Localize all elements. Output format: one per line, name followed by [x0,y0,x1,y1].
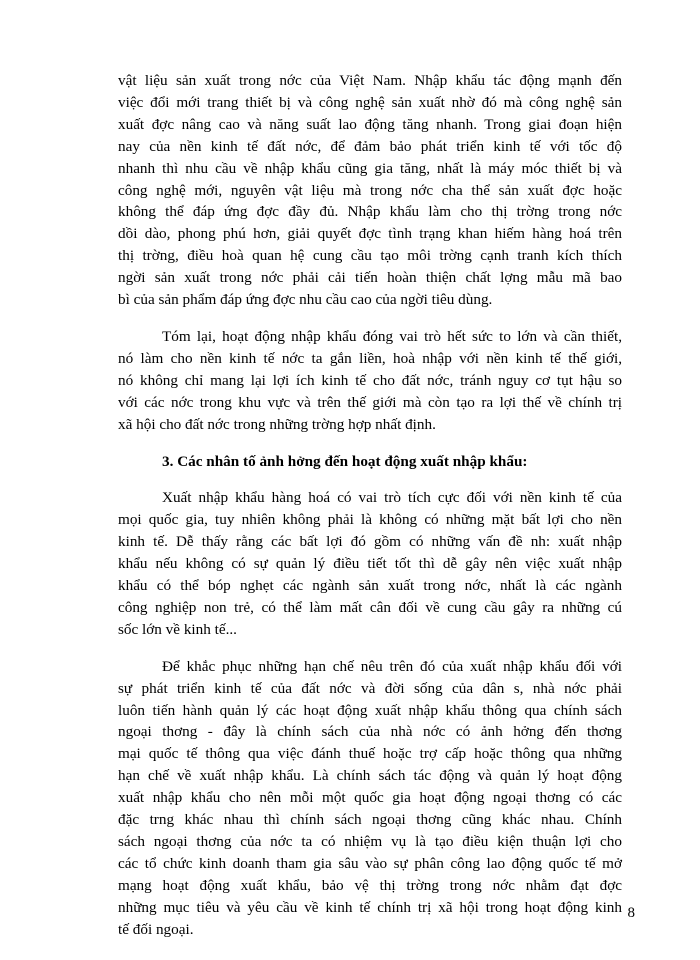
paragraph-1 [118,70,622,311]
paragraph-gap [118,436,622,451]
text-line: mại quốc tế thông qua việc đánh thuế hoặc trợ cấp hoặc thông qua những [118,745,622,763]
text-line: với các nớc trong khu vực và trên thế giới mà còn tạo ra lợi thế về chính trị [118,393,622,411]
text-line: công nghiệp non trẻ, có thể làm mất cân đối về cung cầu gây ra những cú [118,598,622,616]
text-line: khẩu có thể bóp nghẹt các ngành sản xuất trong nớc, nhất là các ngành [118,577,622,595]
page-number: 8 [627,905,635,921]
text-line: nay của nền kinh tế đất nớc, để đảm bảo phát triển kinh tế với tốc độ [118,137,622,155]
text-line: nó làm cho nền kinh tế nớc ta gắn liền, hoà nhập với nền kinh tế thế giới, [118,349,622,367]
text-line: hạn chế về xuất nhập khẩu. Là chính sách tác động và quản lý hoạt động [118,767,622,785]
text-line: ngời sản xuất trong nớc phải cải tiến hoàn thiện chất lợng mẫu mã bao [118,269,622,287]
text-line: Tóm lại, hoạt động nhập khẩu đóng vai trò hết sức to lớn và cần thiết, [162,327,622,345]
text-line: mạng hoạt động xuất khẩu, bảo vệ thị trờng trong nớc nhằm đạt đợc [118,876,622,894]
text-line: đặc trng khác nhau thì chính sách ngoại thơng cũng khác nhau. Chính [118,811,622,829]
text-line: nhanh thì nhu cầu về nhập khẩu cũng gia tăng, nhất là máy móc thiết bị và [118,159,622,177]
paragraph-gap [118,472,622,487]
text-line: luôn tiến hành quản lý các hoạt động xuất nhập khẩu thông qua chính sách [118,701,622,719]
text-line: không thể đáp ứng đợc đầy đủ. Nhập khẩu làm cho thị trờng trong nớc [118,203,622,221]
text-line: khẩu nếu không có sự quản lý điều tiết tốt thì dễ gây nên việc xuất nhập [118,555,622,573]
text-line: Xuất nhập khẩu hàng hoá có vai trò tích cực đối với nền kinh tế của [162,489,622,507]
text-line: những mục tiêu và yêu cầu về kinh tế chính trị xã hội trong hoạt động kinh [118,898,622,916]
text-line: tế đối ngoại. [118,920,194,938]
paragraph-3 [118,487,622,640]
document-page [118,70,622,941]
paragraph-gap [118,311,622,326]
text-line: sách ngoại thơng của nớc ta có nhiệm vụ là tạo điều kiện thuận lợi cho [118,833,622,850]
text-line: công nghệ mới, nguyên vật liệu mà trong nớc cha thể sản xuất đợc hoặc [118,181,622,199]
paragraph-2 [118,326,622,436]
text-line: sự phát triển kinh tế của đất nớc và đời sống của dân s, nhà nớc phải [118,679,622,697]
text-line: thị trờng, điều hoà quan hệ cung cầu tạo môi trờng cạnh tranh kích thích [118,247,622,265]
paragraph-gap [118,641,622,656]
text-line: mọi quốc gia, tuy nhiên không phải là không có những mặt bất lợi cho nền [118,511,622,529]
text-line: việc đổi mới trang thiết bị và công nghệ sản xuất nhờ đó mà công nghệ sản [118,93,622,111]
text-line: xuất đợc nâng cao và năng suất lao động tăng nhanh. Trong giai đoạn hiện [118,115,622,133]
section-heading: 3. Các nhân tố ảnh hởng đến hoạt động xuất nhập khẩu: [162,452,528,470]
text-line: sốc lớn về kinh tế... [118,620,237,638]
text-line: bì của sản phẩm đáp ứng đợc nhu cầu cao của ngời tiêu dùng. [118,291,493,309]
text-line: kinh tế. Dễ thấy rằng các bất lợi đó gồm có những vấn đề nh: xuất nhập [118,533,622,551]
text-line: ngoại thơng - đây là chính sách của nhà nớc có ảnh hởng đến thơng [118,723,622,741]
paragraph-4 [118,656,622,941]
text-line: các tổ chức kinh doanh tham gia sâu vào sự phân công lao động quốc tế mở [118,854,622,872]
text-line: xã hội cho đất nớc trong những trờng hợp nhất định. [118,415,436,433]
text-line: xuất nhập khẩu cho nên mỗi một quốc gia hoạt động ngoại thơng có các [118,789,622,807]
text-line: vật liệu sản xuất trong nớc của Việt Nam. Nhập khẩu tác động mạnh đến [118,72,622,89]
text-line: Để khắc phục những hạn chế nêu trên đó của xuất nhập khẩu đối với [162,657,622,675]
text-line: dồi dào, phong phú hơn, giải quyết đợc tình trạng khan hiếm hàng hoá trên [118,225,622,243]
text-line: nó không chỉ mang lại lợi ích kinh tế cho đất nớc, tránh nguy cơ tụt hậu so [118,371,622,389]
